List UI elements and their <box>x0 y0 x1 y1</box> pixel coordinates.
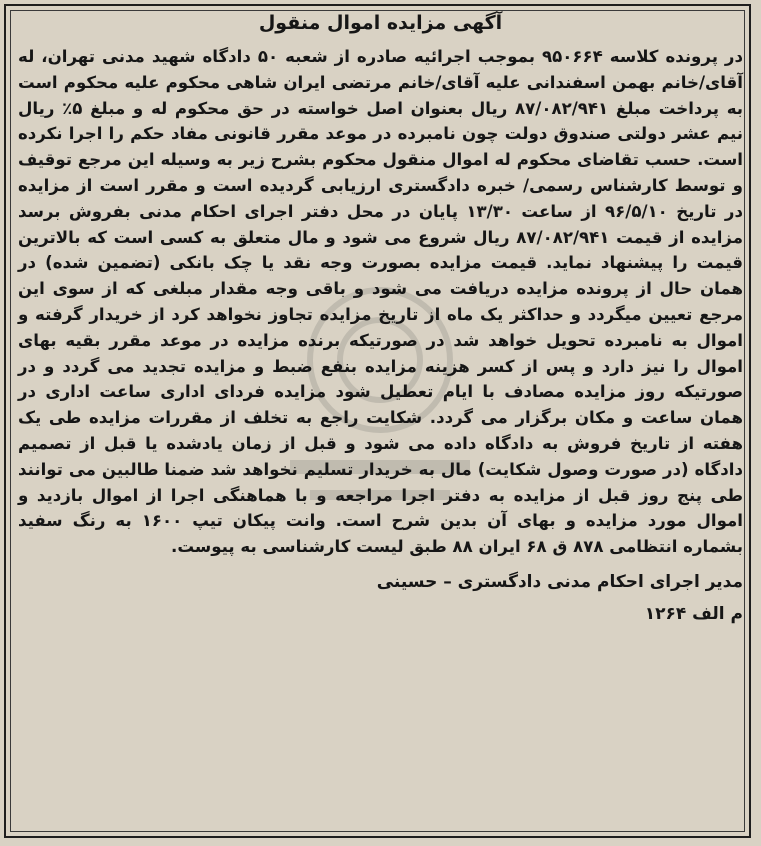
auction-notice <box>18 10 743 628</box>
notice-title: آگهی مزایده اموال منقول <box>258 12 503 34</box>
notice-reference: م الف ۱۲۶۴ <box>644 603 743 624</box>
notice-body: در پرونده کلاسه ۹۵۰۶۶۴ بموجب اجرائیه صادره از شعبه ۵۰ دادگاه شهید مدنی تهران، له آقای/خانم بهمن اسفندانی علیه آقای/خانم مرتضی ایران شاهی محکوم علیه محکوم است به پرداخت مبلغ ۸۷/۰۸۲/۹۴۱ ریال بعنوان اصل خواسته در حق محکوم له و مبلغ ۵٪ ریال نیم عشر دولتی صندوق دولت چون نامبرده در موعد مقرر قانونی مفاد حکم را اجرا نکرده است. حسب تقاضای محکوم له اموال منقول محکوم بشرح زیر به وسیله این مرجع توقیف و توسط کارشناس رسمی/ خبره دادگستری ارزیابی گردیده است و مقرر است از مزایده در تاریخ ۹۶/۵/۱۰ از ساعت ۱۳/۳۰ پایان در محل دفتر اجرای احکام مدنی بفروش برسد مزایده از قیمت ۸۷/۰۸۲/۹۴۱ ریال شروع می شود و مال متعلق به کسی است که بالاترین قیمت را پیشنهاد نماید. قیمت مزایده بصورت وجه نقد یا چک بانکی (تضمین شده) در همان حال از پرونده مزایده دریافت می شود و باقی وجه مقدار مبلغی که از سوی این مرجع تعیین میگردد و حداکثر یک ماه از تاریخ مزایده تجاوز نخواهد کرد از خریدار گرفته و اموال به نامبرده تحویل خواهد شد در صورتیکه برنده مزایده در موعد مقرر بقیه بهای اموال را نیز دارد و پس از کسر هزینه مزایده بنفع ضبط و مزایده تجدید می گردد و در صورتیکه روز مزایده مصادف با ایام تعطیل شود مزایده فردای اداری ساعت اداری در همان ساعت و مکان برگزار می گردد. شکایت راجع به تخلف از مقررات مزایده طی یک هفته از تاریخ فروش به دادگاه داده می شود و قبل از زمان یادشده یا قبل از تصمیم دادگاه (در صورت وصول شکایت) مال به خریدار تسلیم نخواهد شد ضمنا طالبین می توانند طی پنج روز قبل از مزایده به دفتر اجرا مراجعه و با هماهنگی اجرا از اموال بازدید و اموال مورد مزایده و بهای آن بدین شرح است. وانت پیکان تیپ ۱۶۰۰ به رنگ سفید بشماره انتظامی ۸۷۸ ق ۶۸ ایران ۸۸ طبق لیست کارشناسی به پیوست. <box>18 47 743 557</box>
notice-signature: مدیر اجرای احکام مدنی دادگستری – حسینی <box>376 571 743 592</box>
